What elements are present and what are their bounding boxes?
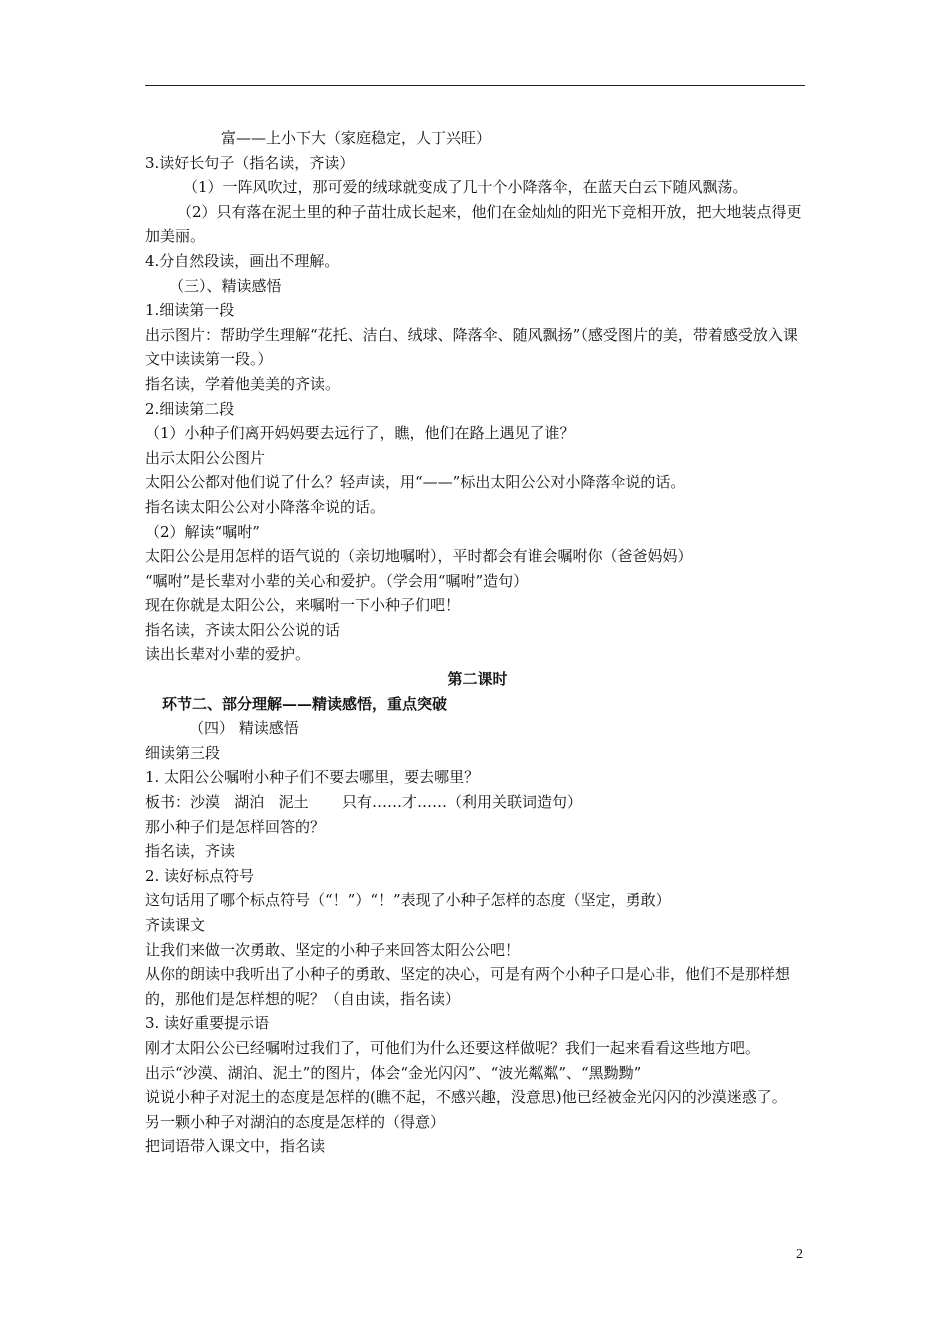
text-line: 读出长辈对小辈的爱护。 [145, 645, 311, 664]
text-line: （1）一阵风吹过，那可爱的绒球就变成了几十个小降落伞，在蓝天白云下随风飘荡。 [183, 178, 748, 197]
text-line: （1）小种子们离开妈妈要去远行了，瞧，他们在路上遇见了谁？ [145, 424, 575, 443]
text-paragraph: （2）只有落在泥土里的种子苗壮成长起来，他们在金灿灿的阳光下竞相开放，把大地装点得更加美丽。 [145, 202, 802, 246]
text-line: 出示太阳公公图片 [145, 448, 266, 467]
text-line: 1.细读第一段 [145, 301, 235, 320]
text-line: 4.分自然段读，画出不理解。 [145, 251, 340, 270]
page-number: 2 [796, 1247, 803, 1262]
text-line: 指名读，齐读太阳公公说的话 [145, 620, 341, 639]
lesson-title: 第二课时 [447, 670, 508, 689]
section-heading: （四） 精读感悟 [189, 719, 299, 738]
text-line: 3.读好长句子（指名读，齐读） [145, 153, 355, 172]
text-line: 富——上小下大（家庭稳定，人丁兴旺） [221, 129, 492, 147]
text-paragraph: 从你的朗读中我听出了小种子的勇敢、坚定的决心，可是有两个小种子口是心非，他们不是那样想的，那他们是怎样想的呢？（自由读，指名读） [145, 965, 791, 1008]
text-paragraph: 说说小种子对泥土的态度是怎样的(瞧不起，不感兴趣，没意思)他已经被金光闪闪的沙漠迷惑了。 [145, 1088, 787, 1107]
text-line: 那小种子们是怎样回答的？ [145, 817, 326, 836]
text-line: 另一颗小种子对湖泊的态度是怎样的（得意） [145, 1112, 446, 1131]
text-line: 1. 太阳公公嘱咐小种子们不要去哪里，要去哪里？ [145, 768, 480, 787]
text-line: 现在你就是太阳公公，来嘱咐一下小种子们吧！ [145, 596, 461, 615]
text-line: 细读第三段 [145, 743, 221, 762]
section-heading: （三）、精读感悟 [169, 276, 282, 295]
text-line: 指名读，齐读 [145, 842, 236, 861]
text-line: 太阳公公都对他们说了什么？轻声读，用“——”标出太阳公公对小降落伞说的话。 [145, 473, 686, 492]
text-line: 出示“沙漠、湖泊、泥土”的图片，体会“金光闪闪”、“波光粼粼”、“黑黝黝” [145, 1063, 642, 1082]
text-line: 把词语带入课文中，指名读 [145, 1137, 326, 1156]
text-line: 指名读，学着他美美的齐读。 [145, 374, 341, 393]
text-line: 指名读太阳公公对小降落伞说的话。 [145, 497, 386, 516]
text-line: 这句话用了哪个标点符号（“！”）“！”表现了小种子怎样的态度（坚定，勇敢） [145, 891, 671, 910]
text-line: 太阳公公是用怎样的语气说的（亲切地嘱咐），平时都会有谁会嘱咐你（爸爸妈妈） [145, 547, 693, 566]
text-line: 板书：沙漠 湖泊 泥土 只有……才……（利用关联词造句） [145, 793, 582, 812]
text-line: 齐读课文 [145, 916, 206, 934]
text-paragraph: 出示图片：帮助学生理解“花托、洁白、绒球、降落伞、随风飘扬”（感受图片的美，带着感受放入课文中读读第一段。） [145, 325, 798, 369]
text-paragraph: 刚才太阳公公已经嘱咐过我们了，可他们为什么还要这样做呢？我们一起来看看这些地方吧。 [145, 1038, 761, 1057]
text-line: 让我们来做一次勇敢、坚定的小种子来回答太阳公公吧！ [145, 940, 521, 959]
text-line: （2）解读“嘱咐” [145, 522, 260, 541]
text-line: 2.细读第二段 [145, 399, 235, 418]
header-rule [145, 85, 805, 86]
text-line: 2. 读好标点符号 [145, 866, 255, 885]
section-heading: 环节二、部分理解——精读感悟，重点突破 [162, 694, 448, 713]
text-line: “嘱咐”是长辈对小辈的关心和爱护。（学会用“嘱咐”造句） [145, 571, 529, 590]
text-line: 3. 读好重要提示语 [145, 1014, 270, 1033]
document-body [145, 126, 810, 1159]
